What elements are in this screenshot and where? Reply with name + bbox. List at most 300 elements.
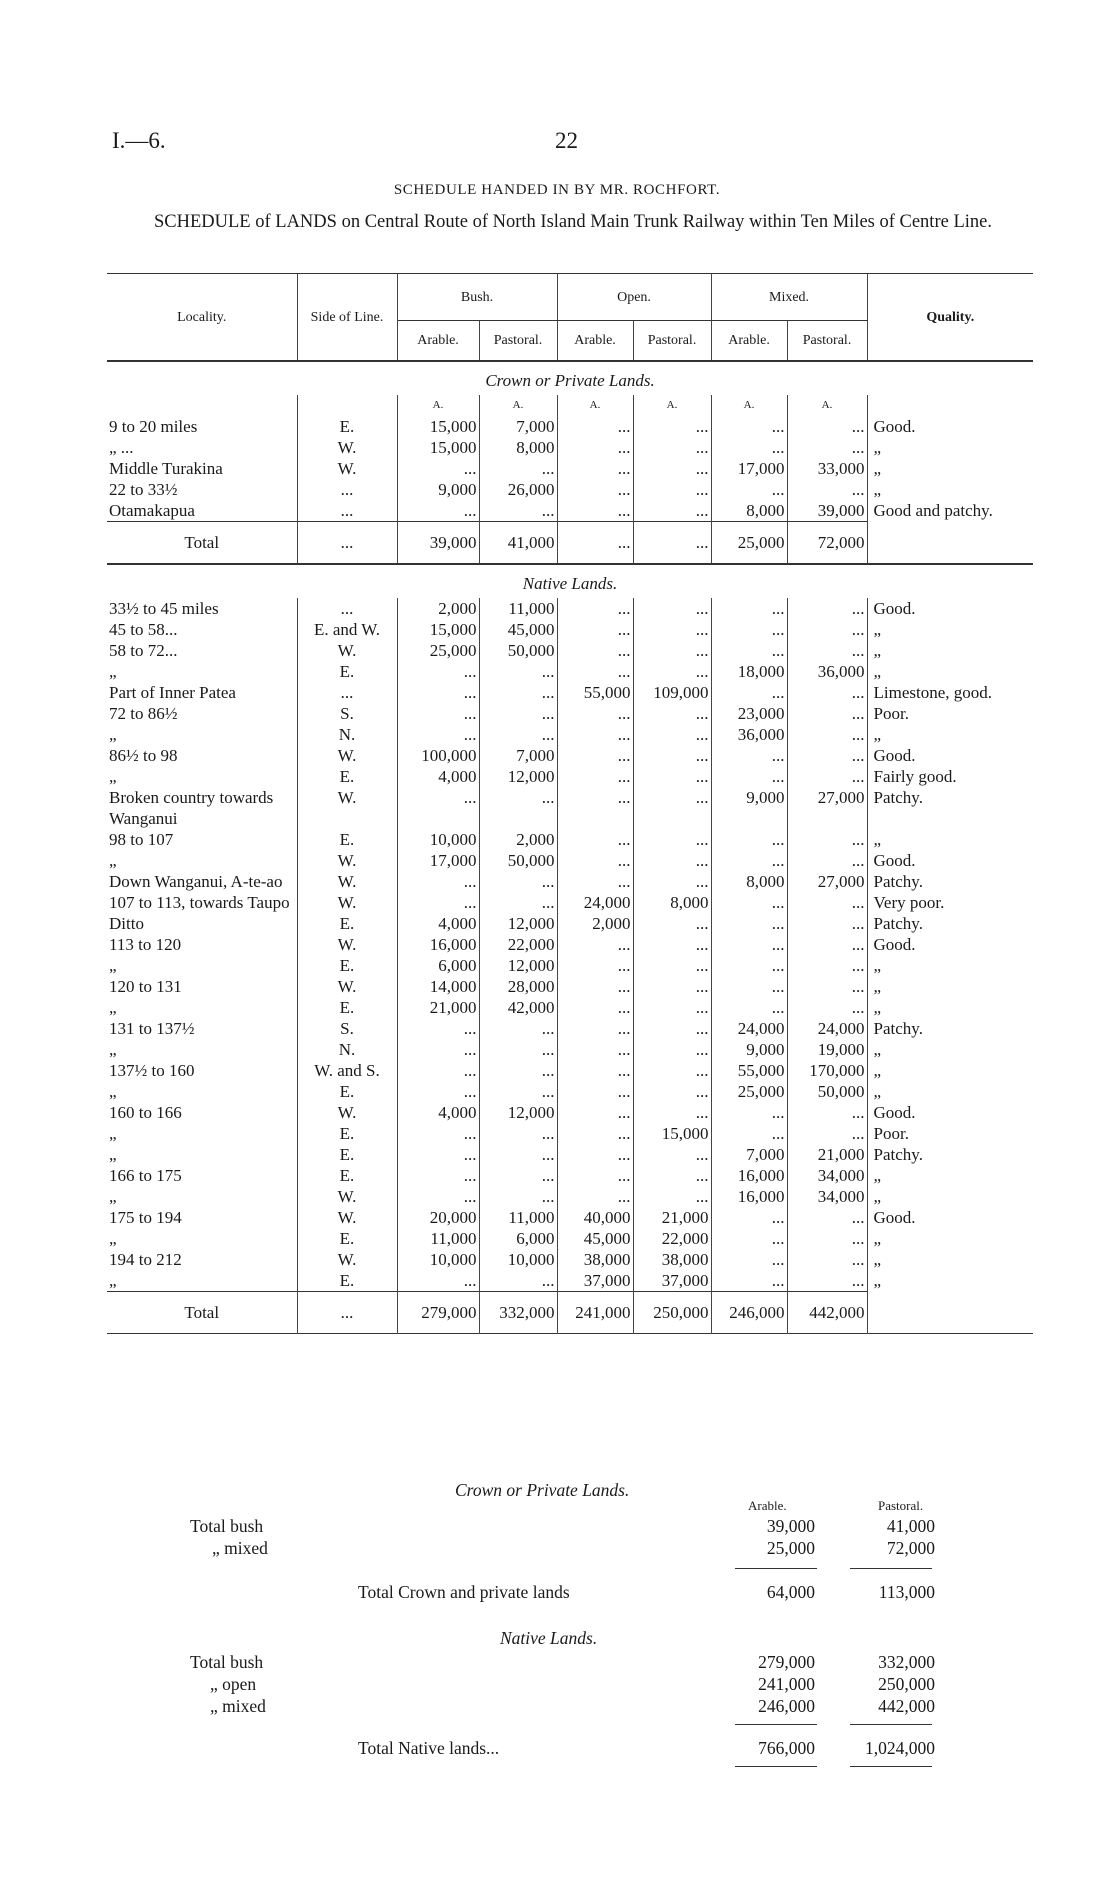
value-cell-op: ... — [633, 619, 711, 640]
table-row — [107, 850, 1033, 871]
locality-cell: „ — [107, 1081, 297, 1102]
side-cell: W. — [297, 1207, 397, 1228]
value-cell-op: ... — [633, 766, 711, 787]
value-cell-ma: ... — [711, 1207, 787, 1228]
value-cell-bp: ... — [479, 1123, 557, 1144]
value-cell-ba: 21,000 — [397, 997, 479, 1018]
quality-cell: Poor. — [873, 704, 909, 723]
table-row — [107, 500, 1033, 522]
side-cell: W. — [297, 1249, 397, 1270]
total-quality-empty — [867, 522, 1033, 565]
quality-cell: „ — [873, 1040, 882, 1059]
quality-cell: „ — [873, 1082, 882, 1101]
value-cell-ma: 25,000 — [711, 1081, 787, 1102]
section-title-row — [107, 564, 1033, 598]
value-cell-ma: ... — [711, 640, 787, 661]
summary-crown-mixed-arable: 25,000 — [766, 1538, 815, 1558]
quality-cell: Fairly good. — [873, 767, 957, 786]
value-cell-oa: ... — [557, 500, 633, 522]
summary-rule — [735, 1568, 817, 1569]
value-cell-oa: ... — [557, 955, 633, 976]
table-row — [107, 766, 1033, 787]
table-row — [107, 1144, 1033, 1165]
value-cell-ba: ... — [397, 703, 479, 724]
table-row — [107, 1102, 1033, 1123]
value-cell-oa: ... — [557, 598, 633, 619]
value-cell-mp: 27,000 — [787, 871, 867, 892]
table-row — [107, 598, 1033, 619]
locality-cell: „ — [107, 850, 297, 871]
table-row — [107, 1165, 1033, 1186]
quality-cell: „ — [873, 480, 882, 499]
value-cell-oa: ... — [557, 1060, 633, 1081]
value-cell-ma: 8,000 — [711, 500, 787, 522]
value-cell-op: ... — [633, 745, 711, 766]
quality-header: Quality. — [867, 274, 1033, 362]
bush-arable-header: Arable. — [397, 321, 479, 361]
value-cell-op: ... — [633, 787, 711, 829]
value-cell-bp: 12,000 — [479, 766, 557, 787]
table-row — [107, 745, 1033, 766]
value-cell-bp: 50,000 — [479, 850, 557, 871]
value-cell-mp: ... — [787, 437, 867, 458]
value-cell-ba: ... — [397, 1123, 479, 1144]
value-cell-oa: 55,000 — [557, 682, 633, 703]
total-value-ma: 246,000 — [711, 1292, 787, 1334]
unit-cell: A. — [711, 395, 787, 416]
value-cell-mp: 39,000 — [787, 500, 867, 522]
value-cell-ba: 4,000 — [397, 766, 479, 787]
value-cell-ma: 9,000 — [711, 1039, 787, 1060]
summary-native-bush-label: Total bush — [190, 1652, 264, 1672]
value-cell-ba: ... — [397, 1165, 479, 1186]
value-cell-ba: 17,000 — [397, 850, 479, 871]
value-cell-mp: 19,000 — [787, 1039, 867, 1060]
value-cell-ma: ... — [711, 1102, 787, 1123]
summary-arable-header: Arable. — [748, 1498, 787, 1513]
value-cell-bp: ... — [479, 458, 557, 479]
value-cell-op: ... — [633, 1102, 711, 1123]
side-cell: E. — [297, 1228, 397, 1249]
value-cell-oa: ... — [557, 850, 633, 871]
side-cell: W. — [297, 787, 397, 829]
side-cell: W. — [297, 934, 397, 955]
value-cell-ma: 9,000 — [711, 787, 787, 829]
unit-row — [107, 395, 1033, 416]
summary-native-open-arable: 241,000 — [758, 1674, 815, 1694]
summary-native-mixed-arable: 246,000 — [758, 1696, 815, 1716]
value-cell-ma: ... — [711, 1228, 787, 1249]
side-cell: W. — [297, 850, 397, 871]
side-cell: W. — [297, 640, 397, 661]
value-cell-ba: ... — [397, 500, 479, 522]
value-cell-bp: 45,000 — [479, 619, 557, 640]
value-cell-ba: 15,000 — [397, 437, 479, 458]
locality-cell: „ — [107, 1228, 297, 1249]
value-cell-oa: ... — [557, 934, 633, 955]
table-row — [107, 724, 1033, 745]
side-cell: E. — [297, 661, 397, 682]
value-cell-oa: ... — [557, 416, 633, 437]
summary-rule — [850, 1724, 932, 1725]
value-cell-bp: ... — [479, 682, 557, 703]
value-cell-oa: 37,000 — [557, 1270, 633, 1292]
locality-cell: 107 to 113, towards Taupo — [107, 892, 297, 913]
locality-cell: Broken country towards Wanganui — [107, 787, 297, 829]
value-cell-bp: 22,000 — [479, 934, 557, 955]
table-row — [107, 458, 1033, 479]
locality-cell: „ — [107, 1144, 297, 1165]
value-cell-mp: ... — [787, 724, 867, 745]
open-header: Open. — [557, 274, 711, 321]
quality-cell: Poor. — [873, 1124, 909, 1143]
value-cell-ma: ... — [711, 997, 787, 1018]
side-cell: W. — [297, 437, 397, 458]
schedule-subheading: SCHEDULE of LANDS on Central Route of North Island Main Trunk Railway within Ten Miles of Centre Line. — [154, 212, 992, 232]
value-cell-bp: 6,000 — [479, 1228, 557, 1249]
value-cell-oa: ... — [557, 458, 633, 479]
value-cell-bp: ... — [479, 1060, 557, 1081]
value-cell-bp: 12,000 — [479, 1102, 557, 1123]
value-cell-ba: 11,000 — [397, 1228, 479, 1249]
quality-cell: „ — [873, 459, 882, 478]
total-value-ba: 279,000 — [397, 1292, 479, 1334]
value-cell-op: ... — [633, 1144, 711, 1165]
value-cell-op: 109,000 — [633, 682, 711, 703]
quality-cell: Good. — [873, 1208, 916, 1227]
value-cell-oa: 45,000 — [557, 1228, 633, 1249]
value-cell-ba: 100,000 — [397, 745, 479, 766]
quality-cell: „ — [873, 1187, 882, 1206]
locality-cell: 160 to 166 — [107, 1102, 297, 1123]
value-cell-bp: 26,000 — [479, 479, 557, 500]
total-value-ma: 25,000 — [711, 522, 787, 565]
summary-rule — [735, 1724, 817, 1725]
value-cell-oa: ... — [557, 1039, 633, 1060]
value-cell-op: ... — [633, 598, 711, 619]
value-cell-oa: ... — [557, 479, 633, 500]
quality-cell: Good. — [873, 599, 916, 618]
locality-cell: 22 to 33½ — [107, 479, 297, 500]
locality-cell: „ — [107, 1039, 297, 1060]
total-label: Total — [107, 522, 297, 565]
side-cell: W. — [297, 1102, 397, 1123]
side-cell: E. — [297, 1081, 397, 1102]
table-row — [107, 437, 1033, 458]
side-cell: E. — [297, 997, 397, 1018]
table-row — [107, 1249, 1033, 1270]
value-cell-oa: 24,000 — [557, 892, 633, 913]
quality-cell: Patchy. — [873, 872, 923, 891]
locality-cell: 86½ to 98 — [107, 745, 297, 766]
value-cell-ma: 36,000 — [711, 724, 787, 745]
value-cell-op: ... — [633, 1186, 711, 1207]
summary-crown-total-arable: 64,000 — [766, 1582, 815, 1602]
value-cell-ma: 24,000 — [711, 1018, 787, 1039]
value-cell-ba: 14,000 — [397, 976, 479, 997]
table-row — [107, 1207, 1033, 1228]
side-cell: N. — [297, 1039, 397, 1060]
value-cell-oa: ... — [557, 1165, 633, 1186]
side-cell: W. — [297, 892, 397, 913]
unit-cell — [297, 395, 397, 416]
total-value-oa: 241,000 — [557, 1292, 633, 1334]
value-cell-op: ... — [633, 661, 711, 682]
value-cell-ma: ... — [711, 1123, 787, 1144]
value-cell-oa: ... — [557, 829, 633, 850]
value-cell-ma: ... — [711, 955, 787, 976]
table-row — [107, 1270, 1033, 1292]
table-row — [107, 913, 1033, 934]
value-cell-op: 22,000 — [633, 1228, 711, 1249]
locality-cell: „ — [107, 955, 297, 976]
value-cell-op: 37,000 — [633, 1270, 711, 1292]
summary-native-total-arable: 766,000 — [758, 1738, 815, 1758]
locality-cell: „ — [107, 1123, 297, 1144]
value-cell-bp: ... — [479, 661, 557, 682]
quality-cell: Good and patchy. — [873, 501, 993, 520]
value-cell-bp: 7,000 — [479, 416, 557, 437]
summary-native-mixed-label: „ mixed — [210, 1696, 266, 1716]
value-cell-ma: ... — [711, 437, 787, 458]
value-cell-ba: ... — [397, 1039, 479, 1060]
unit-cell: A. — [397, 395, 479, 416]
locality-cell: Part of Inner Patea — [107, 682, 297, 703]
unit-cell: A. — [787, 395, 867, 416]
side-cell: E. — [297, 766, 397, 787]
side-cell: E. — [297, 913, 397, 934]
table-row — [107, 1228, 1033, 1249]
value-cell-bp: 2,000 — [479, 829, 557, 850]
value-cell-op: ... — [633, 500, 711, 522]
value-cell-ma: ... — [711, 745, 787, 766]
value-cell-op: ... — [633, 1060, 711, 1081]
value-cell-ba: ... — [397, 661, 479, 682]
value-cell-ma: 16,000 — [711, 1186, 787, 1207]
quality-cell: „ — [873, 1229, 882, 1248]
value-cell-op: 21,000 — [633, 1207, 711, 1228]
value-cell-op: ... — [633, 437, 711, 458]
table-row — [107, 703, 1033, 724]
summary-crown-mixed-label: „ mixed — [212, 1538, 268, 1558]
value-cell-op: 38,000 — [633, 1249, 711, 1270]
value-cell-ma: 7,000 — [711, 1144, 787, 1165]
value-cell-oa: ... — [557, 640, 633, 661]
value-cell-ma: 55,000 — [711, 1060, 787, 1081]
value-cell-oa: ... — [557, 766, 633, 787]
value-cell-op: ... — [633, 955, 711, 976]
table-row — [107, 479, 1033, 500]
value-cell-bp: ... — [479, 871, 557, 892]
summary-native-mixed-pastoral: 442,000 — [878, 1696, 935, 1716]
table-row — [107, 661, 1033, 682]
value-cell-bp: 12,000 — [479, 955, 557, 976]
quality-cell: „ — [873, 641, 882, 660]
value-cell-oa: ... — [557, 661, 633, 682]
value-cell-mp: ... — [787, 703, 867, 724]
quality-cell: Patchy. — [873, 914, 923, 933]
quality-cell: „ — [873, 1061, 882, 1080]
value-cell-ba: 9,000 — [397, 479, 479, 500]
side-cell: E. — [297, 1123, 397, 1144]
quality-cell: Good. — [873, 1103, 916, 1122]
value-cell-ma: ... — [711, 850, 787, 871]
total-quality-empty — [867, 1292, 1033, 1334]
value-cell-bp: 11,000 — [479, 598, 557, 619]
quality-cell: „ — [873, 725, 882, 744]
value-cell-ba: ... — [397, 1270, 479, 1292]
value-cell-op: 15,000 — [633, 1123, 711, 1144]
value-cell-ma: ... — [711, 479, 787, 500]
total-label: Total — [107, 1292, 297, 1334]
value-cell-bp: 12,000 — [479, 913, 557, 934]
lands-schedule-table — [107, 273, 1033, 1334]
value-cell-bp: ... — [479, 1081, 557, 1102]
value-cell-bp: ... — [479, 1018, 557, 1039]
schedule-heading: SCHEDULE HANDED IN BY MR. ROCHFORT. — [393, 182, 721, 198]
value-cell-op: ... — [633, 829, 711, 850]
side-cell: E. — [297, 1270, 397, 1292]
quality-cell: Good. — [873, 935, 916, 954]
value-cell-mp: 34,000 — [787, 1186, 867, 1207]
summary-native-title: Native Lands. — [500, 1628, 598, 1648]
value-cell-ma: ... — [711, 829, 787, 850]
locality-cell: Down Wanganui, A-te-ao — [107, 871, 297, 892]
value-cell-op: ... — [633, 416, 711, 437]
locality-cell: „ — [107, 1186, 297, 1207]
value-cell-mp: ... — [787, 619, 867, 640]
value-cell-oa: ... — [557, 437, 633, 458]
value-cell-ma: ... — [711, 766, 787, 787]
value-cell-op: ... — [633, 640, 711, 661]
locality-cell: 194 to 212 — [107, 1249, 297, 1270]
value-cell-mp: ... — [787, 1228, 867, 1249]
quality-cell: Good. — [873, 746, 916, 765]
value-cell-ba: 10,000 — [397, 829, 479, 850]
side-cell: W. — [297, 745, 397, 766]
value-cell-ba: 20,000 — [397, 1207, 479, 1228]
value-cell-mp: 33,000 — [787, 458, 867, 479]
value-cell-ba: 10,000 — [397, 1249, 479, 1270]
total-value-op: 250,000 — [633, 1292, 711, 1334]
table-row — [107, 416, 1033, 437]
value-cell-bp: 11,000 — [479, 1207, 557, 1228]
quality-cell: Patchy. — [873, 788, 923, 807]
value-cell-oa: ... — [557, 1081, 633, 1102]
value-cell-mp: ... — [787, 640, 867, 661]
value-cell-ba: ... — [397, 682, 479, 703]
value-cell-ma: ... — [711, 598, 787, 619]
value-cell-oa: ... — [557, 1102, 633, 1123]
value-cell-op: ... — [633, 479, 711, 500]
value-cell-oa: ... — [557, 1144, 633, 1165]
unit-cell: A. — [557, 395, 633, 416]
side-cell: ... — [297, 479, 397, 500]
summary-crown-total-pastoral: 113,000 — [878, 1582, 935, 1602]
value-cell-oa: ... — [557, 703, 633, 724]
summary-native-total-label: Total Native lands... — [358, 1738, 500, 1758]
value-cell-mp: ... — [787, 682, 867, 703]
table-row — [107, 997, 1033, 1018]
unit-cell — [107, 395, 297, 416]
value-cell-oa: ... — [557, 745, 633, 766]
value-cell-op: 8,000 — [633, 892, 711, 913]
value-cell-ba: ... — [397, 1060, 479, 1081]
summary-rule — [735, 1766, 817, 1767]
value-cell-bp: ... — [479, 1144, 557, 1165]
page-number: 22 — [555, 128, 578, 153]
value-cell-mp: ... — [787, 1249, 867, 1270]
value-cell-op: ... — [633, 724, 711, 745]
value-cell-bp: ... — [479, 1270, 557, 1292]
summary-crown-total-label: Total Crown and private lands — [358, 1582, 570, 1602]
summary-native-bush-pastoral: 332,000 — [878, 1652, 935, 1672]
side-cell: E. — [297, 416, 397, 437]
side-cell: E. — [297, 1165, 397, 1186]
locality-cell: „ ... — [107, 437, 297, 458]
summary-rule — [850, 1568, 932, 1569]
value-cell-op: ... — [633, 703, 711, 724]
locality-cell: 113 to 120 — [107, 934, 297, 955]
value-cell-op: ... — [633, 913, 711, 934]
quality-cell: „ — [873, 1250, 882, 1269]
side-cell: W. — [297, 1186, 397, 1207]
side-header: Side of Line. — [297, 274, 397, 362]
table-row — [107, 892, 1033, 913]
value-cell-oa: ... — [557, 1186, 633, 1207]
value-cell-ba: ... — [397, 871, 479, 892]
locality-header: Locality. — [107, 274, 297, 362]
value-cell-mp: ... — [787, 1123, 867, 1144]
locality-cell: „ — [107, 766, 297, 787]
value-cell-mp: ... — [787, 1207, 867, 1228]
summary-crown-bush-pastoral: 41,000 — [886, 1516, 935, 1536]
locality-cell: Ditto — [107, 913, 297, 934]
locality-cell: „ — [107, 724, 297, 745]
value-cell-ba: ... — [397, 1186, 479, 1207]
value-cell-mp: ... — [787, 913, 867, 934]
value-cell-oa: 38,000 — [557, 1249, 633, 1270]
value-cell-ma: 16,000 — [711, 1165, 787, 1186]
summary-native-total-pastoral: 1,024,000 — [865, 1738, 935, 1758]
side-cell: W. and S. — [297, 1060, 397, 1081]
value-cell-ma: ... — [711, 1270, 787, 1292]
table-row — [107, 619, 1033, 640]
value-cell-ba: 15,000 — [397, 416, 479, 437]
bush-header: Bush. — [397, 274, 557, 321]
table-row — [107, 955, 1033, 976]
value-cell-ma: ... — [711, 892, 787, 913]
value-cell-mp: 36,000 — [787, 661, 867, 682]
value-cell-bp: ... — [479, 1186, 557, 1207]
quality-cell: „ — [873, 1166, 882, 1185]
side-cell: S. — [297, 703, 397, 724]
side-cell: ... — [297, 598, 397, 619]
value-cell-bp: 7,000 — [479, 745, 557, 766]
value-cell-ba: 25,000 — [397, 640, 479, 661]
locality-cell: Otamakapua — [107, 500, 297, 522]
summary-native-open-pastoral: 250,000 — [878, 1674, 935, 1694]
value-cell-ba: 4,000 — [397, 913, 479, 934]
quality-cell: „ — [873, 956, 882, 975]
table-row — [107, 976, 1033, 997]
value-cell-ma: ... — [711, 619, 787, 640]
side-cell: N. — [297, 724, 397, 745]
locality-cell: 58 to 72... — [107, 640, 297, 661]
value-cell-oa: ... — [557, 724, 633, 745]
value-cell-mp: ... — [787, 1102, 867, 1123]
value-cell-bp: ... — [479, 500, 557, 522]
